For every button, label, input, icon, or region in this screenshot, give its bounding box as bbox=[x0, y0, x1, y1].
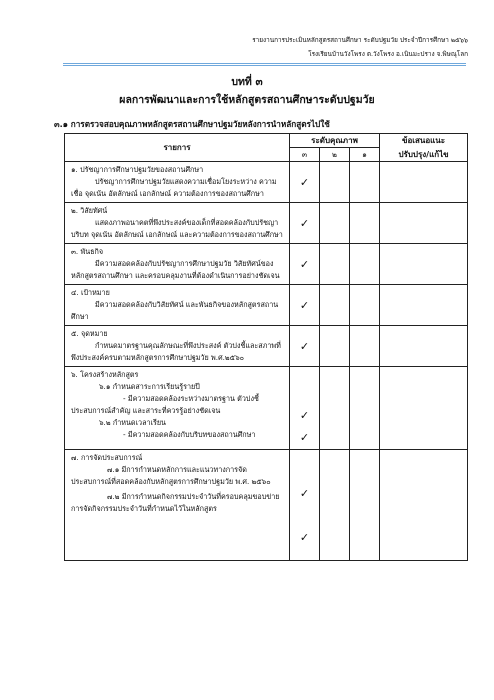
check-mark: ✓ bbox=[299, 531, 310, 544]
row-description: มีความสอดคล้องกับปรัชญาการศึกษาปฐมวัย วิสัยทัศน์ของหลักสูตรสถานศึกษา และครอบคลุมงานที่ต้องดำเนินการอย่างชัดเจน bbox=[71, 259, 280, 280]
row-title: ๖. โครงสร้างหลักสูตร bbox=[71, 370, 139, 379]
column-header-suggestion-line2: ปรับปรุง/แก้ไข bbox=[380, 148, 468, 162]
sub-item-heading: ๖.๒ กำหนดเวลาเรียน bbox=[99, 418, 166, 427]
header-divider bbox=[63, 63, 466, 64]
header-divider-2 bbox=[63, 65, 466, 66]
table-row bbox=[65, 450, 468, 561]
table-row bbox=[65, 326, 468, 367]
table-row bbox=[65, 203, 468, 244]
report-header-school: โรงเรียนบ้านวังโพรง ต.วังโพรง อ.เนินมะปราง จ.พิษณุโลก bbox=[308, 50, 468, 58]
quality-evaluation-table bbox=[64, 133, 468, 561]
sub-item-description: - มีความสอดคล้องระหว่างมาตรฐาน ตัวบ่งชี้ ประสบการณ์สำคัญ และสาระที่ควรรู้อย่างชัดเจน bbox=[71, 394, 259, 415]
column-header-quality-level: ระดับคุณภาพ bbox=[290, 134, 380, 148]
row-description: แสดงภาพอนาคตที่พึงประสงค์ของเด็กที่สอดคล้องกับปรัชญา บริบท จุดเน้น อัตลักษณ์ เอกลักษณ์ และความต้องการของสถานศึกษา bbox=[71, 218, 283, 239]
table-row bbox=[65, 162, 468, 203]
row-description: กำหนดมาตรฐานคุณลักษณะที่พึงประสงค์ ตัวบ่งชี้และสภาพที่พึงประสงค์ครบตามหลักสูตรการศึกษาปฐมวัย พ.ศ.๒๕๖๐ bbox=[71, 341, 281, 362]
level-2-header: ๒ bbox=[320, 148, 350, 162]
row-title: ๔. เป้าหมาย bbox=[71, 288, 110, 297]
report-header-title: รายงานการประเมินหลักสูตรสถานศึกษา ระดับปฐมวัย ประจำปีการศึกษา ๒๕๖๖ bbox=[252, 36, 468, 44]
check-mark: ✓ bbox=[290, 285, 320, 326]
table-row bbox=[65, 285, 468, 326]
check-mark: ✓ bbox=[299, 487, 310, 500]
row-title: ๗. การจัดประสบการณ์ bbox=[71, 453, 143, 462]
table-row bbox=[65, 244, 468, 285]
row-description: มีความสอดคล้องกับวิสัยทัศน์ และพันธกิจของหลักสูตรสถานศึกษา bbox=[71, 300, 279, 321]
row-title: ๑. ปรัชญาการศึกษาปฐมวัยของสถานศึกษา bbox=[71, 165, 204, 174]
check-mark: ✓ bbox=[299, 431, 310, 444]
sub-item-description: ๗.๑ มีการกำหนดหลักการและแนวทางการจัดประสบการณ์ที่สอดคล้องกับหลักสูตรการศึกษาปฐมวัย พ.ศ. ๒๕๖๐ bbox=[71, 465, 271, 486]
column-header-items: รายการ bbox=[65, 134, 290, 162]
check-mark: ✓ bbox=[290, 244, 320, 285]
row-title: ๒. วิสัยทัศน์ bbox=[71, 206, 108, 215]
sub-item-description: - มีความสอดคล้องกับบริบทของสถานศึกษา bbox=[123, 430, 256, 439]
row-title: ๕. จุดหมาย bbox=[71, 329, 108, 338]
column-header-suggestion: ข้อเสนอแนะ bbox=[380, 134, 468, 148]
chapter-title: บทที่ ๓ bbox=[231, 76, 263, 88]
sub-item-heading: ๖.๑ กำหนดสาระการเรียนรู้รายปี bbox=[99, 382, 200, 391]
table-row bbox=[65, 367, 468, 450]
check-mark: ✓ bbox=[290, 162, 320, 203]
section-heading: ๓.๑ การตรวจสอบคุณภาพหลักสูตรสถานศึกษาปฐมวัยหลังการนำหลักสูตรไปใช้ bbox=[54, 119, 330, 129]
chapter-subtitle: ผลการพัฒนาและการใช้หลักสูตรสถานศึกษาระดับปฐมวัย bbox=[119, 94, 375, 106]
level-3-header: ๓ bbox=[290, 148, 320, 162]
row-description: ปรัชญาการศึกษาปฐมวัยแสดงความเชื่อมโยงระหว่าง ความเชื่อ จุดเน้น อัตลักษณ์ เอกลักษณ์ ความต้องการของสถานศึกษา bbox=[71, 177, 277, 198]
check-mark: ✓ bbox=[290, 203, 320, 244]
check-mark: ✓ bbox=[299, 409, 310, 422]
sub-item-description: ๗.๒ มีการกำหนดกิจกรรมประจำวันที่ครอบคลุมขอบข่ายการจัดกิจกรรมประจำวันที่กำหนดไว้ในหลักสูตร bbox=[71, 492, 280, 513]
check-mark: ✓ bbox=[290, 326, 320, 367]
row-title: ๓. พันธกิจ bbox=[71, 247, 104, 256]
level-1-header: ๑ bbox=[350, 148, 380, 162]
